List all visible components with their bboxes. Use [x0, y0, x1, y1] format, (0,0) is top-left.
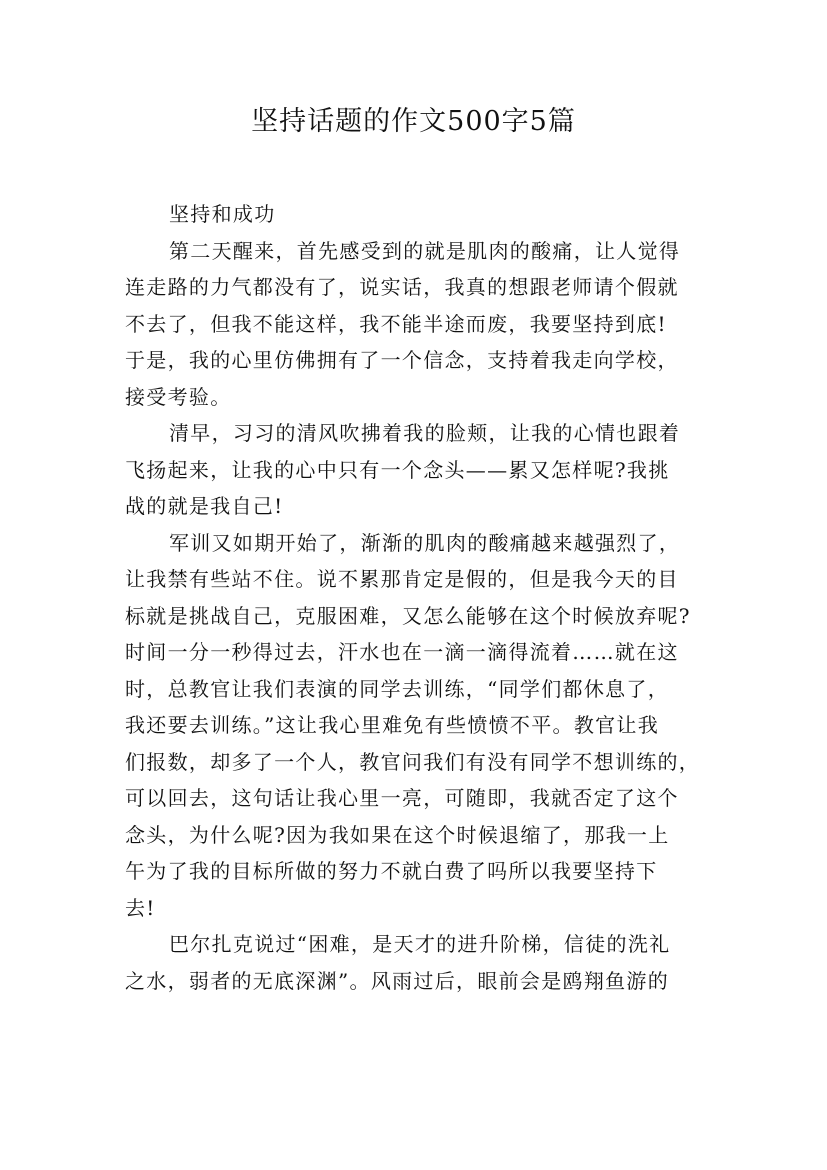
- section-heading: 坚持和成功: [169, 202, 276, 226]
- paragraph-line: 我还要去训练。”这让我心里难免有些愤愤不平。教官让我: [125, 713, 660, 737]
- paragraph-line: 时间一分一秒得过去，汗水也在一滴一滴得流着……就在这: [125, 640, 679, 664]
- paragraph-line: 军训又如期开始了，渐渐的肌肉的酸痛越来越强烈了，: [169, 530, 681, 555]
- paragraph-line: 念头，为什么呢?因为我如果在这个时候退缩了，那我一上: [125, 822, 670, 847]
- paragraph-line: 让我禁有些站不住。说不累那肯定是假的，但是我今天的目: [125, 567, 679, 591]
- paragraph-line: 第二天醒来，首先感受到的就是肌肉的酸痛，让人觉得: [169, 238, 681, 263]
- paragraph-line: 于是，我的心里仿佛拥有了一个信念，支持着我走向学校，: [125, 348, 679, 372]
- document-body: [125, 196, 705, 999]
- paragraph-line: 不去了，但我不能这样，我不能半途而废，我要坚持到底!: [125, 311, 667, 336]
- paragraph-line: 可以回去，这句话让我心里一亮，可随即，我就否定了这个: [125, 786, 679, 810]
- paragraph-line: 午为了我的目标所做的努力不就白费了吗所以我要坚持下: [125, 859, 658, 883]
- paragraph-line: 之水，弱者的无底深渊”。风雨过后，眼前会是鸥翔鱼游的: [125, 968, 670, 993]
- paragraph-line: 去!: [125, 895, 156, 920]
- paragraph-line: 连走路的力气都没有了，说实话，我真的想跟老师请个假就: [125, 275, 679, 299]
- paragraph-line: 标就是挑战自己，克服困难，又怎么能够在这个时候放弃呢?: [125, 603, 691, 628]
- paragraph-line: 时，总教官让我们表演的同学去训练，“同学们都休息了，: [125, 676, 670, 701]
- document-title: 坚持话题的作文500字5篇: [251, 106, 576, 137]
- paragraph-line: 巴尔扎克说过“困难，是天才的进升阶梯，信徒的洗礼: [169, 932, 671, 956]
- paragraph-line: 接受考验。: [125, 384, 232, 409]
- paragraph-line: 清早，习习的清风吹拂着我的脸颊，让我的心情也跟着: [169, 421, 681, 445]
- paragraph-line: 们报数，却多了一个人，教官问我们有没有同学不想训练的，: [125, 749, 701, 774]
- paragraph-line: 飞扬起来，让我的心中只有一个念头——累又怎样呢?我挑: [125, 457, 670, 482]
- paragraph-line: 战的就是我自己!: [125, 494, 284, 518]
